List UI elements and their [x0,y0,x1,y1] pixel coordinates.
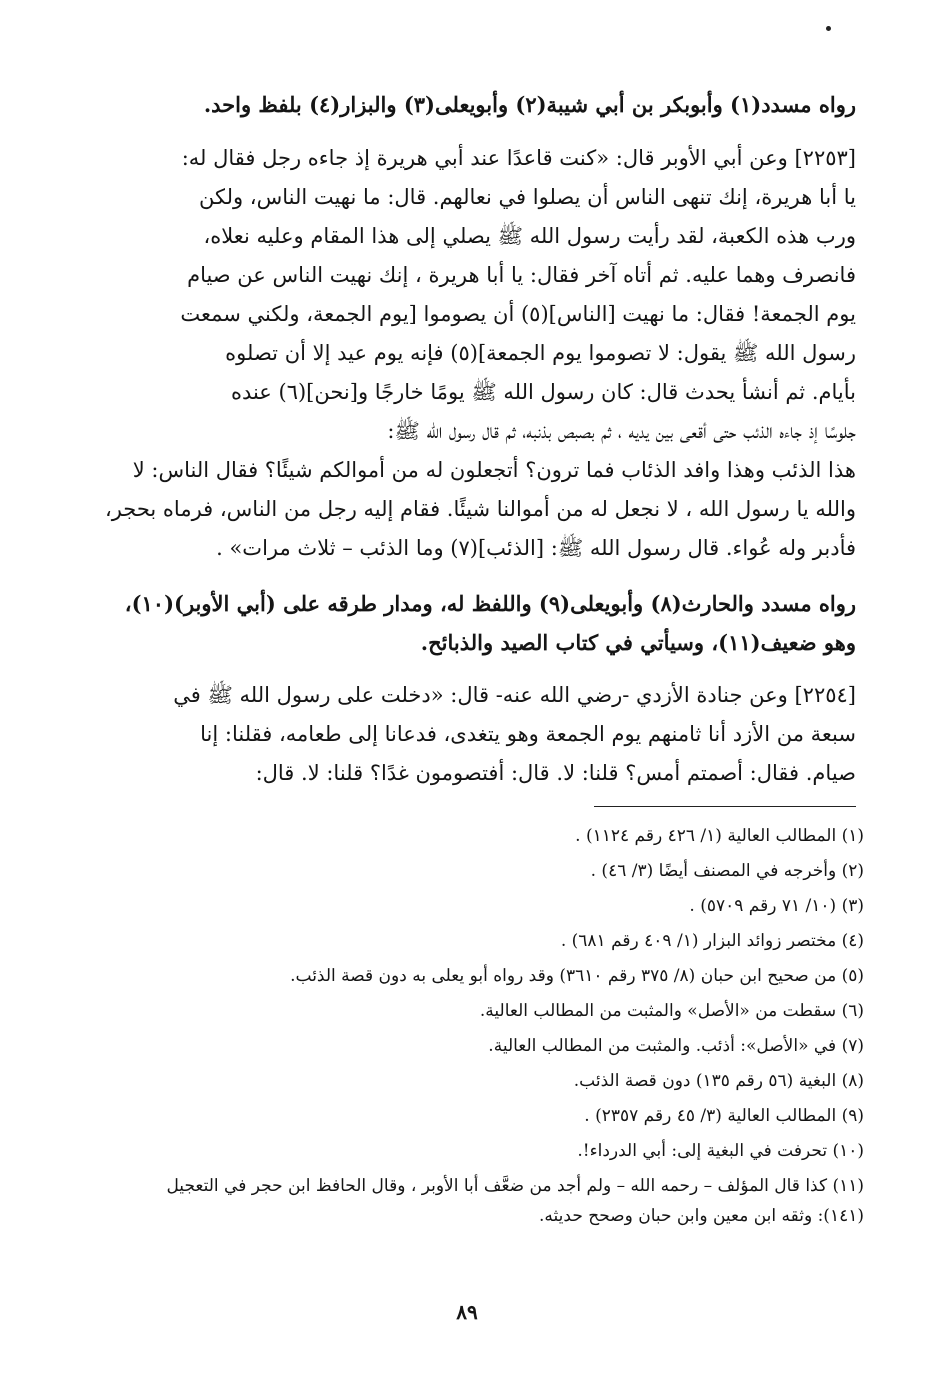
body-line: بأيام. ثم أنشأ يحدث قال: كان رسول الله ﷺ يومًا خارجًا و[نحن](٦) عنده [230,380,856,404]
body-line: رسول الله ﷺ يقول: لا تصوموا يوم الجمعة](٥) فإنه يوم عيد إلا أن تصلوه [225,341,856,365]
footnote: (١١) كذا قال المؤلف – رحمه الله – ولم أجد من ضعَّف أبا الأوبر ، وقال الحافظ ابن حجر في التعجيل [166,1176,864,1196]
body-line: فأدبر وله عُواء. قال رسول الله ﷺ: [الذئب](٧) وما الذئب – ثلاث مرات» . [216,536,856,560]
body-line: جلوسًا إذ جاءه الذئب حتى أقعى بين يديه ، ثم بصبص بذنبه، ثم قال رسول الله ﷺ: [387,419,856,443]
body-line: هذا الذئب وهذا وافد الذئاب فما ترون؟ أتجعلون له من أموالكم شيئًا؟ فقال الناس: لا [132,458,856,482]
body-line: [٢٢٥٤] وعن جنادة الأزدي -رضي الله عنه- قال: «دخلت على رسول الله ﷺ في [173,683,856,707]
footnote: (٥) من صحيح ابن حبان (٨/ ٣٧٥ رقم ٣٦١٠) وقد رواه أبو يعلى به دون قصة الذئب. [290,966,864,986]
body-line: يا أبا هريرة، إنك تنهى الناس أن يصلوا في نعالهم. قال: ما نهيت الناس، ولكن [199,185,856,209]
page-mark [826,26,831,31]
body-line: والله يا رسول الله ، لا نجعل له من أموالنا شيئًا. فقام إليه رجل من الناس، فرماه بحجر، [104,497,856,521]
footnote: (٤) مختصر زوائد البزار (١/ ٤٠٩ رقم ٦٨١) . [560,931,864,951]
footnote-separator [594,806,856,807]
body-line: رواه مسدد والحارث(٨) وأبويعلى(٩) واللفظ له، ومدار طرقه على (أبي الأوبر)(١٠)، [124,591,856,616]
footnote: (٨) البغية (٥٦ رقم ١٣٥) دون قصة الذئب. [573,1071,864,1091]
footnote: (١) المطالب العالية (١/ ٤٢٦ رقم ١١٢٤) . [575,826,864,846]
body-line: سبعة من الأزد أنا ثامنهم يوم الجمعة وهو يتغدى، فدعانا إلى طعامه، فقلنا: إنا [200,722,856,746]
body-line: ورب هذه الكعبة، لقد رأيت رسول الله ﷺ يصلي إلى هذا المقام وعليه نعلاه، [203,224,856,248]
footnote: (٦) سقطت من «الأصل» والمثبت من المطالب العالية. [479,1001,864,1021]
body-line: رواه مسدد(١) وأبوبكر بن أبي شيبة(٢) وأبويعلى(٣) والبزار(٤) بلفظ واحد. [203,92,856,117]
body-line: [٢٢٥٣] وعن أبي الأوبر قال: «كنت قاعدًا عند أبي هريرة إذ جاءه رجل فقال له: [181,146,856,170]
footnote: (٧) في «الأصل»: أذئب. والمثبت من المطالب العالية. [488,1036,864,1056]
footnote: (٣) (١٠/ ٧١ رقم ٥٧٠٩) . [689,896,864,916]
page-number: ٨٩ [456,1300,478,1324]
footnote-continuation: (١٤١): وثقه ابن معين وابن حبان وصحح حديثه. [539,1206,864,1226]
footnote: (٢) وأخرجه في المصنف أيضًا (٣/ ٤٦) . [590,861,864,881]
body-line: فانصرف وهما عليه. ثم أتاه آخر فقال: يا أبا هريرة ، إنك نهيت الناس عن صيام [187,263,856,287]
footnote: (١٠) تحرفت في البغية إلى: أبي الدرداء!. [577,1141,864,1161]
footnote: (٩) المطالب العالية (٣/ ٤٥ رقم ٢٣٥٧) . [584,1106,864,1126]
body-line: وهو ضعيف(١١)، وسيأتي في كتاب الصيد والذبائح. [420,630,856,655]
body-line: يوم الجمعة! فقال: ما نهيت [الناس](٥) أن يصوموا [يوم الجمعة، ولكني سمعت [180,302,856,326]
body-line: صيام. فقال: أصمتم أمس؟ قلنا: لا. قال: أفتصومون غدًا؟ قلنا: لا. قال: [255,761,856,785]
